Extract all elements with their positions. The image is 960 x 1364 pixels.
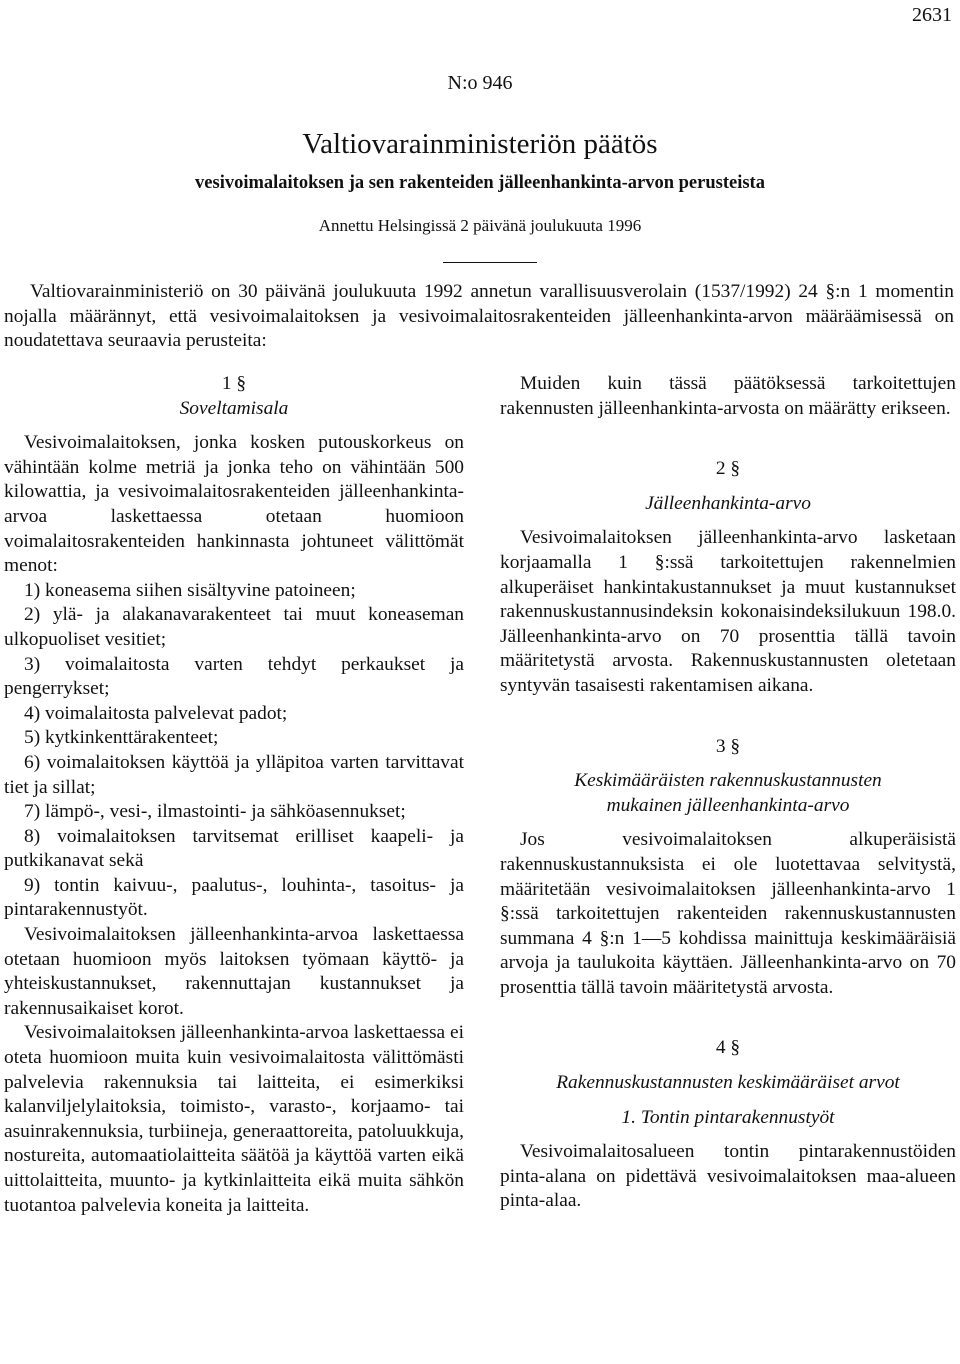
section-1-paragraph-3: Vesivoimalaitoksen jälleenhankinta-arvoa laskettaessa ei oteta huomioon muita kuin vesivoimalaitosta välittömästi palvelevia rakennuksia tai laitteita, ei esimerkiksi kalanviljelylaitoksia, toimisto-, varasto-, korjaamo- tai asuinrakennuksia, turbiineja, generaattoreita, patoluukkuja, nostureita, automaatiolaitteita säätöä ja käyttöä varten eikä uittolaitteita, muunto- ja kytkinlaitteita eikä muita sähkön tuotantoa palvelevia koneita ja laitteita.	[4, 1022, 464, 1216]
section-4-number: 4 §	[715, 1037, 741, 1059]
section-1-paragraph-4: Muiden kuin tässä päätöksessä tarkoitettujen rakennusten jälleenhankinta-arvosta on määrätty erikseen.	[500, 373, 956, 419]
issued-line: Annettu Helsingissä 2 päivänä joulukuuta 1996	[318, 216, 642, 235]
list-item: 8) voimalaitoksen tarvitsemat erilliset kaapeli- ja putkikanavat sekä	[4, 825, 464, 872]
section-3-title-line-1: Keskimääräisten rakennuskustannusten	[574, 770, 882, 792]
document-subtitle: vesivoimalaitoksen ja sen rakenteiden jälleenhankinta-arvon perusteista	[195, 173, 765, 193]
section-2-title: Jälleenhankinta-arvo	[645, 492, 811, 514]
document-title: Valtiovarainministeriön päätös	[302, 128, 658, 160]
section-3-paragraph-1: Jos vesivoimalaitoksen alkuperäisistä rakennuskustannuksista ei ole luotettavaa selvitystä, määritetään vesivoimalaitoksen jälleenhankinta-arvo 1 §:ssä tarkoitettujen rakenteiden rakennuskustannusten summana 4 §:n 1—5 kohdissa mainittuja keskimääräisiä arvoja ja taulukoita käyttäen. Jälleenhankinta-arvo on 70 prosenttia tällä tavoin määritetystä arvosta.	[500, 829, 956, 998]
section-3-number: 3 §	[715, 735, 741, 757]
list-item: 6) voimalaitoksen käyttöä ja ylläpitoa varten tarvittavat tiet ja sillat;	[4, 751, 464, 798]
list-item: 3) voimalaitosta varten tehdyt perkaukset ja pengerrykset;	[4, 653, 464, 700]
section-1-paragraph-2: Vesivoimalaitoksen jälleenhankinta-arvoa laskettaessa otetaan huomioon myös laitoksen työmaan käyttö- ja yhteiskustannukset, rakennuttajan kustannukset ja rakennusaikaiset korot.	[4, 924, 464, 1019]
section-4-title: Rakennuskustannusten keskimääräiset arvot	[556, 1072, 900, 1094]
list-item: 7) lämpö-, vesi-, ilmastointi- ja sähköasennukset;	[24, 801, 406, 823]
document-number: N:o 946	[447, 72, 513, 94]
section-3-title-line-2: mukainen jälleenhankinta-arvo	[606, 794, 850, 816]
section-1-title: Soveltamisala	[179, 397, 289, 419]
list-item: 5) kytkinkenttärakenteet;	[24, 727, 219, 749]
list-item: 1) koneasema siihen sisältyvine patoineen;	[24, 579, 356, 601]
list-item: 9) tontin kaivuu-, paalutus-, louhinta-, tasoitus- ja pintarakennustyöt.	[4, 874, 464, 921]
list-item: 2) ylä- ja alakanavarakenteet tai muut koneaseman ulkopuoliset vesitiet;	[4, 604, 464, 650]
right-column	[500, 372, 956, 1214]
left-column	[4, 372, 464, 1218]
list-item: 4) voimalaitosta palvelevat padot;	[24, 702, 288, 724]
section-2-paragraph-1: Vesivoimalaitoksen jälleenhankinta-arvo lasketaan korjaamalla 1 §:ssä tarkoitettujen rakennelmien alkuperäiset hankintakustannukset ja muut kustannukset rakennuskustannusindeksin kokonaisindeksilukuun 198.0. Jälleenhankinta-arvo on 70 prosenttia tällä tavoin määritetystä arvosta. Rakennuskustannusten oletetaan syntyvän tasaisesti rakentamisen aikana.	[500, 527, 956, 696]
section-4-paragraph-1: Vesivoimalaitosalueen tontin pintarakennustöiden pinta-alana on pidettävä vesivoimalaitoksen maa-alueen pinta-alaa.	[500, 1141, 956, 1212]
page-number: 2631	[912, 4, 952, 26]
intro-paragraph: Valtiovarainministeriö on 30 päivänä joulukuuta 1992 annetun varallisuusverolain (1537/1992) 24 §:n 1 momentin nojalla määrännyt, että vesivoimalaitoksen ja vesivoimalaitosrakenteiden jälleenhankinta-arvon määräämisessä on noudatettava seuraavia perusteita:	[4, 281, 954, 352]
section-2-number: 2 §	[715, 458, 741, 480]
section-1-number: 1 §	[221, 373, 247, 394]
section-1-paragraph-1: Vesivoimalaitoksen, jonka kosken putouskorkeus on vähintään kolme metriä ja jonka teho on vähintään 500 kilowattia, ja vesivoimalaitosrakenteiden jälleenhankinta-arvoa laskettaessa otetaan huomioon voimalaitosrakenteiden hankinnasta johtuneet välittömät menot:	[4, 432, 464, 577]
section-4-subtitle: 1. Tontin pintarakennustyöt	[621, 1106, 835, 1128]
separator-rule	[443, 262, 537, 263]
